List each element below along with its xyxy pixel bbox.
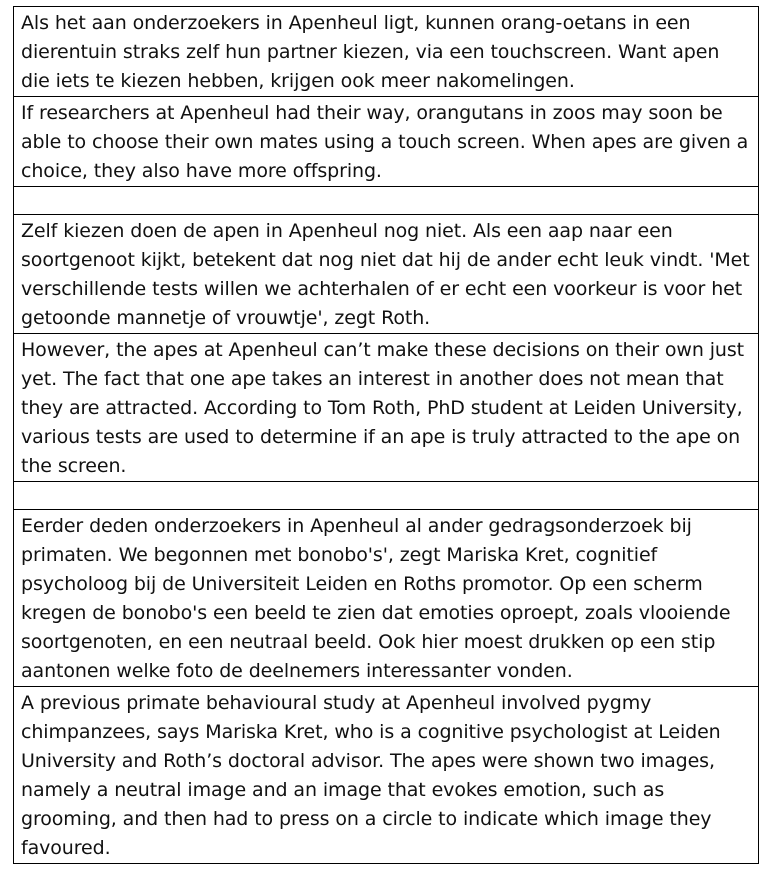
dutch-paragraph-1: Als het aan onderzoekers in Apenheul ligt, kunnen orang-oetans in een dierentuin straks zelf hun partner kiezen, via een touchscreen. Want apen die iets te kiezen hebben, krijgen ook meer nakomelingen. <box>13 6 759 97</box>
english-paragraph-3: A previous primate behavioural study at Apenheul involved pygmy chimpanzees, says Mariska Kret, who is a cognitive psychologist at Leiden University and Roth’s doctoral advisor. The apes were shown two images, namely a neutral image and an image that evokes emotion, such as grooming, and then had to press on a circle to indicate which image they favoured. <box>13 687 759 864</box>
translation-table <box>13 6 759 864</box>
english-paragraph-1: If researchers at Apenheul had their way, orangutans in zoos may soon be able to choose their own mates using a touch screen. When apes are given a choice, they also have more offspring. <box>13 97 759 187</box>
dutch-paragraph-3: Eerder deden onderzoekers in Apenheul al ander gedragsonderzoek bij primaten. We begonnen met bonobo's', zegt Mariska Kret, cognitief psycholoog bij de Universiteit Leiden en Roths promotor. Op een scherm kregen de bonobo's een beeld te zien dat emoties oproept, zoals vlooiende soortgenoten, en een neutraal beeld. Ook hier moest drukken op een stip aantonen welke foto de deelnemers interessanter vonden. <box>13 510 759 687</box>
dutch-paragraph-2: Zelf kiezen doen de apen in Apenheul nog niet. Als een aap naar een soortgenoot kijkt, betekent dat nog niet dat hij de ander echt leuk vindt. 'Met verschillende tests willen we achterhalen of er echt een voorkeur is voor het getoonde mannetje of vrouwtje', zegt Roth. <box>13 215 759 334</box>
spacer-row <box>13 482 759 510</box>
english-paragraph-2: However, the apes at Apenheul can’t make these decisions on their own just yet. The fact that one ape takes an interest in another does not mean that they are attracted. According to Tom Roth, PhD student at Leiden University, various tests are used to determine if an ape is truly attracted to the ape on the screen. <box>13 334 759 482</box>
spacer-row <box>13 187 759 215</box>
